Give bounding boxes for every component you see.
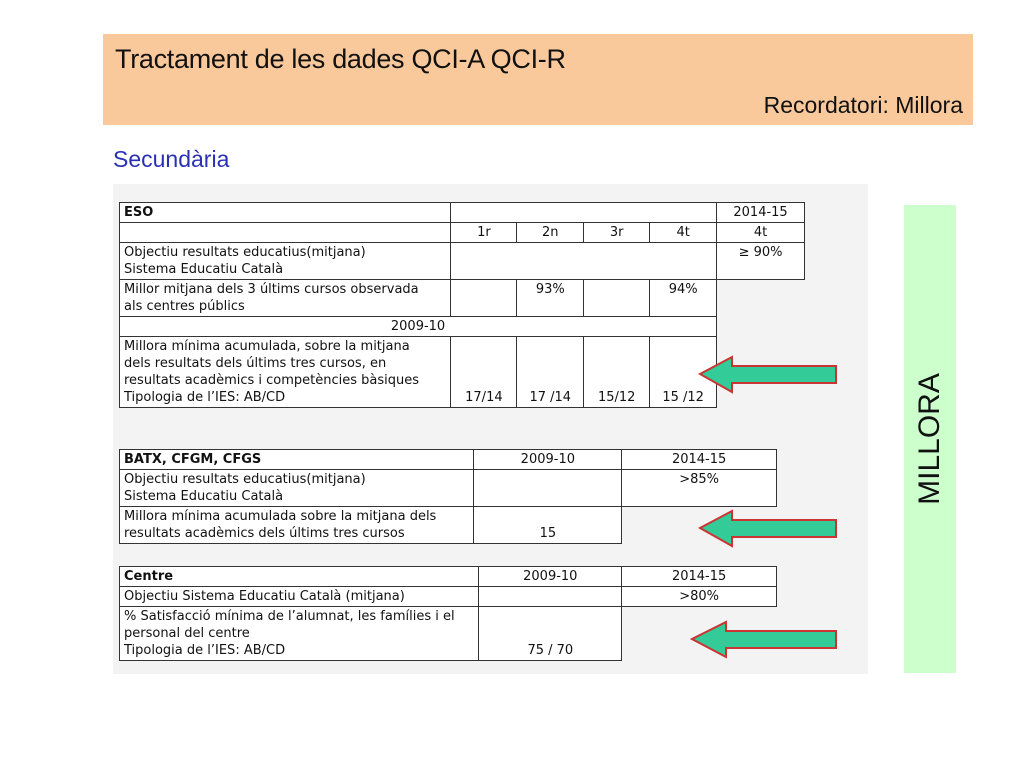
course-2n: 2n bbox=[517, 223, 584, 243]
course-3r: 3r bbox=[584, 223, 650, 243]
course-1r: 1r bbox=[451, 223, 517, 243]
course-4t: 4t bbox=[650, 223, 717, 243]
millora-label: MILLORA bbox=[913, 373, 946, 505]
batx-objective-v1 bbox=[474, 470, 622, 507]
table-row bbox=[120, 243, 805, 280]
batx-table bbox=[119, 449, 777, 544]
table-cell bbox=[451, 243, 717, 280]
batx-col2: 2014-15 bbox=[622, 450, 777, 470]
table-cell bbox=[451, 203, 717, 223]
best-4t: 94% bbox=[650, 280, 717, 317]
centre-table bbox=[119, 566, 777, 661]
page-title: Tractament de les dades QCI-A QCI-R bbox=[115, 44, 566, 74]
table-row bbox=[120, 587, 777, 607]
centre-header: Centre bbox=[120, 567, 479, 587]
table-row bbox=[120, 567, 777, 587]
table-row bbox=[120, 470, 777, 507]
arrow-left-icon bbox=[698, 355, 838, 395]
eso-year: 2014-15 bbox=[717, 203, 805, 223]
min-3r: 15/12 bbox=[584, 337, 650, 408]
centre-sat-label: % Satisfacció mínima de l’alumnat, les famílies i el personal del centre Tipologia de l’IES: AB/CD bbox=[120, 607, 479, 661]
batx-objective-label: Objectiu resultats educatius(mitjana) Sistema Educatiu Català bbox=[120, 470, 474, 507]
table-row bbox=[120, 507, 777, 544]
batx-min-label: Millora mínima acumulada sobre la mitjana dels resultats acadèmics dels últims tres cursos bbox=[120, 507, 474, 544]
table-row bbox=[120, 203, 805, 223]
page-subtitle: Recordatori: Millora bbox=[763, 92, 963, 118]
eso-header: ESO bbox=[120, 203, 451, 223]
arrow-left-icon bbox=[690, 620, 838, 660]
title-banner bbox=[103, 34, 973, 125]
batx-header: BATX, CFGM, CFGS bbox=[120, 450, 474, 470]
empty-cell bbox=[717, 280, 805, 317]
batx-min-v1: 15 bbox=[474, 507, 622, 544]
best-3r bbox=[584, 280, 650, 317]
objective-value: ≥ 90% bbox=[717, 243, 805, 280]
centre-objective-label: Objectiu Sistema Educatiu Català (mitjana) bbox=[120, 587, 479, 607]
arrow-left-icon bbox=[698, 509, 838, 549]
centre-objective-v1 bbox=[479, 587, 622, 607]
table-row bbox=[120, 317, 805, 337]
centre-objective-v2: >80% bbox=[622, 587, 777, 607]
base-year: 2009-10 bbox=[120, 317, 717, 337]
min-2n: 17 /14 bbox=[517, 337, 584, 408]
best-1r bbox=[451, 280, 517, 317]
centre-col2: 2014-15 bbox=[622, 567, 777, 587]
table-cell bbox=[120, 223, 451, 243]
batx-col1: 2009-10 bbox=[474, 450, 622, 470]
best-label: Millor mitjana dels 3 últims cursos observada als centres públics bbox=[120, 280, 451, 317]
table-row bbox=[120, 607, 777, 661]
min-1r: 17/14 bbox=[451, 337, 517, 408]
min-4t: 15 /12 bbox=[650, 337, 717, 408]
section-title: Secundària bbox=[113, 146, 230, 172]
batx-objective-v2: >85% bbox=[622, 470, 777, 507]
min-label: Millora mínima acumulada, sobre la mitjana dels resultats dels últims tres cursos, en resultats acadèmics i competències bàsiques Tipologia de l’IES: AB/CD bbox=[120, 337, 451, 408]
table-row bbox=[120, 223, 805, 243]
empty-cell bbox=[717, 317, 805, 337]
objective-label: Objectiu resultats educatius(mitjana) Sistema Educatiu Català bbox=[120, 243, 451, 280]
table-row bbox=[120, 280, 805, 317]
table-row bbox=[120, 450, 777, 470]
centre-sat-v1: 75 / 70 bbox=[479, 607, 622, 661]
best-2n: 93% bbox=[517, 280, 584, 317]
centre-col1: 2009-10 bbox=[479, 567, 622, 587]
year-course: 4t bbox=[717, 223, 805, 243]
millora-side-banner bbox=[904, 205, 956, 673]
